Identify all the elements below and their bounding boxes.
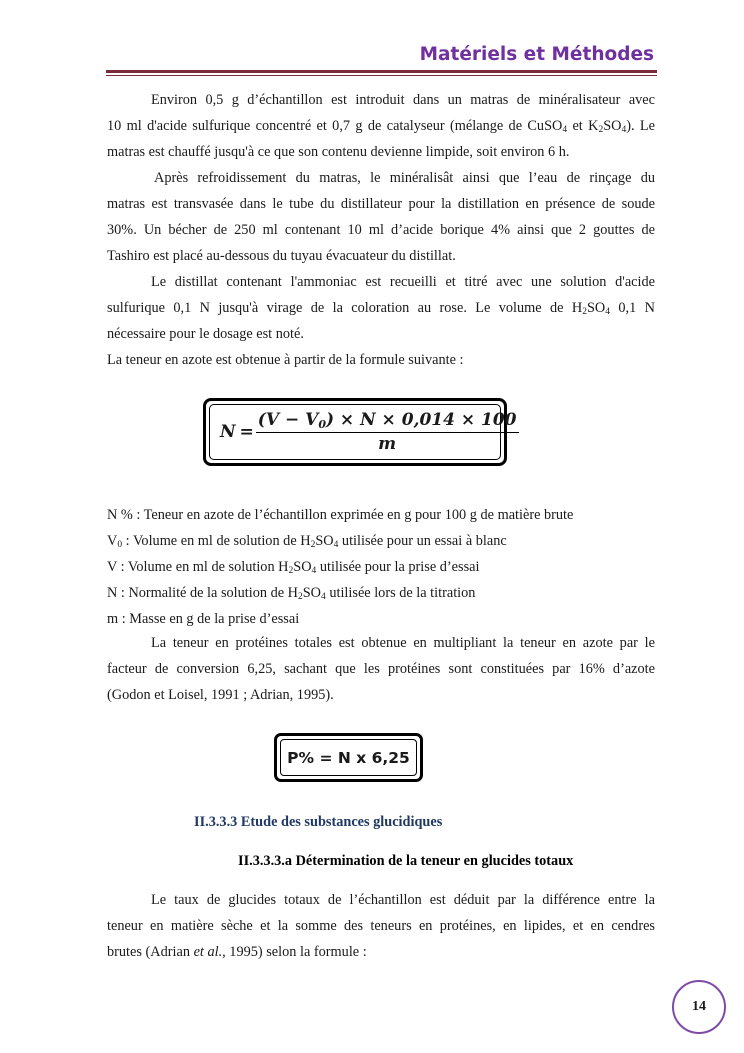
definition-n-percent: N % : Teneur en azote de l’échantillon exprimée en g pour 100 g de matière brute [107, 507, 574, 523]
page-header-title: Matériels et Méthodes [419, 44, 654, 65]
definition-m: m : Masse en g de la prise d’essai [107, 611, 300, 627]
paragraph-carbohydrates: Le taux de glucides totaux de l’échantillon est déduit par la différence entre la teneur en matière sèche et la somme des teneurs en protéines, en lipides, et en cendres brutes (Adrian et al., 1995) selon la formule : [107, 892, 655, 960]
protein-formula-box [274, 733, 423, 782]
definition-v0: $V_0$ : Volume en ml de solution de $H_2SO_4$ utilisée pour un essai à blanc [107, 533, 507, 550]
header-rule-thin [106, 75, 657, 76]
definition-n: N : Normalité de la solution de $H_2SO_4$ utilisée lors de la titration [107, 585, 476, 602]
header-rule-thick [106, 70, 657, 73]
page-number: 14 [672, 980, 726, 1034]
nitrogen-formula-box [203, 398, 517, 466]
nitrogen-formula: N = $\frac{(V - V_0) \times N \times 0,014 \times 100}{m}$ [220, 410, 517, 454]
protein-formula: P% = N x 6,25 [287, 748, 410, 767]
paragraph-proteins: La teneur en protéines totales est obtenue en multipliant la teneur en azote par le facteur de conversion 6,25, sachant que les protéines sont constituées par 16% d’azote (Godon et Loisel, 1991 ; Adrian, 1995). [107, 635, 655, 703]
variable-definitions [107, 502, 655, 632]
section-heading: II.3.3.3 Etude des substances glucidiques [194, 814, 443, 830]
subsection-heading: II.3.3.3.a Détermination de la teneur en glucides totaux [238, 853, 574, 869]
definition-v: V : Volume en ml de solution $H_2SO_4$ utilisée pour la prise d’essai [107, 559, 480, 576]
paragraph-titration: Le distillat contenant l'ammoniac est recueilli et titré avec une solution d'acide sulfurique 0,1 N jusqu'à virage de la coloration au rose. Le volume de $H_2SO_4$ 0,1 N nécessaire pour le dosage est noté. La teneur en azote est obtenue à partir de la formule suivante : [107, 274, 655, 368]
paragraph-mineralisation: Environ 0,5 g d’échantillon est introduit dans un matras de minéralisateur avec 10 ml d'acide sulfurique concentré et 0,7 g de catalyseur (mélange de CuSO$_4$ et $K_2SO_4$). Le matras est chauffé jusqu'à ce que son contenu devienne limpide, soit environ 6 h. [107, 92, 655, 160]
paragraph-distillation: Après refroidissement du matras, le minéralisât ainsi que l’eau de rinçage du matras est transvasée dans le tube du distillateur pour la distillation en présence de soude 30%. Un bécher de 250 ml contenant 10 ml d’acide borique 4% ainsi que 2 gouttes de Tashiro est placé au-dessous du tuyau évacuateur du distillat. [107, 170, 655, 264]
